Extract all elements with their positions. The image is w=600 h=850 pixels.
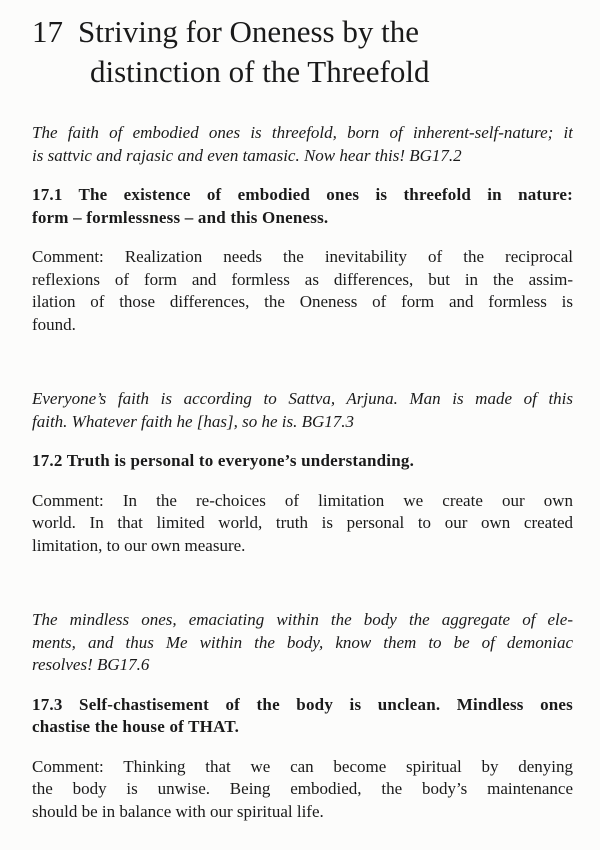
quote-line: is sattvic and rajasic and even tamasic. Now hear this! BG17.2	[32, 145, 462, 165]
scripture-quote-bg17-2	[32, 122, 573, 167]
sutra-17-1	[32, 184, 573, 229]
book-page	[0, 12, 600, 850]
sutra-17-3	[32, 694, 573, 739]
commentary-17-3	[32, 756, 573, 824]
commentary-line: limitation, to our own measure.	[32, 535, 246, 555]
chapter-number: 17	[32, 14, 63, 49]
commentary-line: found.	[32, 314, 76, 334]
sutra-line: chastise the house of THAT.	[32, 717, 240, 736]
quote-line: resolves! BG17.6	[32, 655, 150, 674]
chapter-title-line-1: Striving for Oneness by the	[78, 14, 419, 49]
chapter-title-line-2: distinction of the Threefold	[90, 54, 430, 89]
quote-line: Everyone’s faith is according to Sattva, Arjuna. Man is made of this	[32, 389, 573, 408]
chapter-title	[78, 12, 430, 92]
commentary-line: world. In that limited world, truth is personal to our own created	[32, 513, 573, 532]
commentary-line: the body is unwise. Being embodied, the body’s maintenance	[32, 779, 573, 798]
page-content	[32, 12, 573, 823]
sutra-line: form – formlessness – and this Oneness.	[32, 207, 329, 227]
commentary-line: reflexions of form and formless as differences, but in the assim-	[32, 269, 573, 289]
sutra-line: 17.3 Self-chastisement of the body is unclean. Mindless ones	[32, 694, 573, 714]
scripture-quote-bg17-6	[32, 609, 573, 677]
quote-line: The faith of embodied ones is threefold, born of inherent-self-nature; it	[32, 123, 573, 142]
quote-line: The mindless ones, emaciating within the body the aggregate of ele-	[32, 610, 573, 629]
quote-line: faith. Whatever faith he [has], so he is. BG17.3	[32, 411, 355, 431]
scripture-quote-bg17-3	[32, 388, 573, 433]
sutra-line: 17.2 Truth is personal to everyone’s understanding.	[32, 451, 415, 470]
commentary-line: should be in balance with our spiritual life.	[32, 801, 324, 821]
commentary-line: Comment: Realization needs the inevitability of the reciprocal	[32, 247, 573, 266]
commentary-17-2	[32, 490, 573, 558]
commentary-line: Comment: In the re-choices of limitation we create our own	[32, 490, 573, 510]
sutra-line: 17.1 The existence of embodied ones is threefold in nature:	[32, 185, 573, 204]
quote-line: ments, and thus Me within the body, know them to be of demoniac	[32, 632, 573, 652]
commentary-line: ilation of those differences, the Oneness of form and formless is	[32, 292, 573, 311]
commentary-17-1	[32, 246, 573, 336]
sutra-17-2	[32, 450, 573, 473]
chapter-heading	[32, 12, 573, 92]
commentary-line: Comment: Thinking that we can become spiritual by denying	[32, 756, 573, 776]
